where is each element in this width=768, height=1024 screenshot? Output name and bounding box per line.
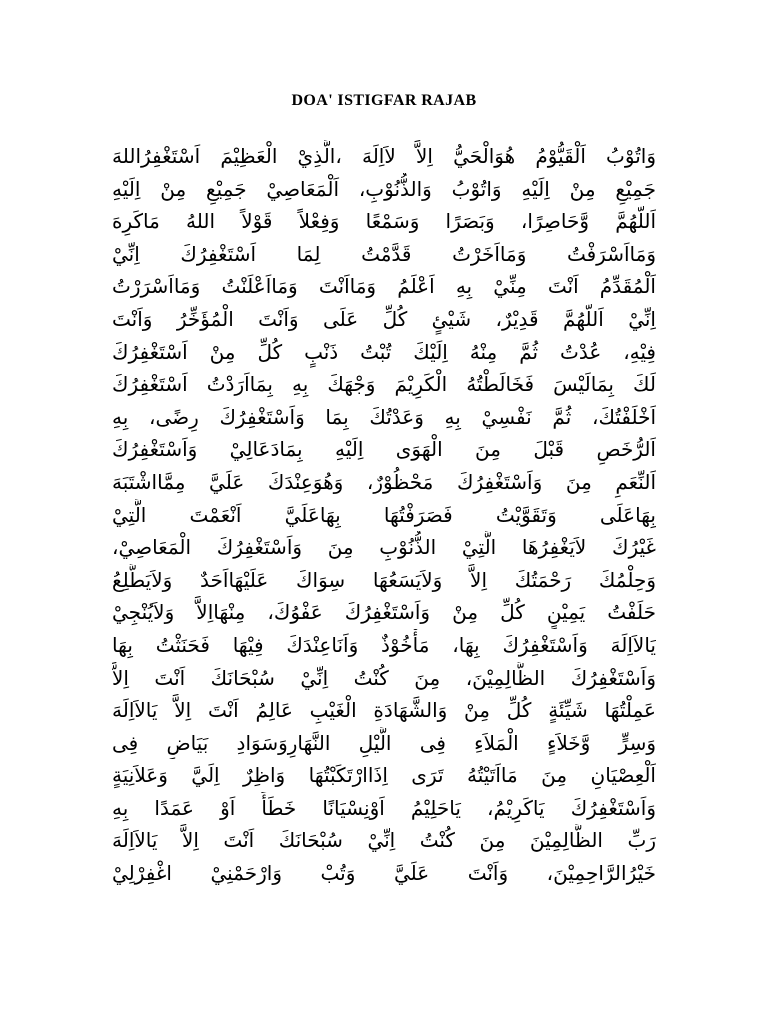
text-line: اَللّهُمَّ وَّحَاصِرًا، وَبَصَرًا وَسَمْعًا وَفِعْلاً قَوْلاً اللهُ مَاكَرِهَ xyxy=(112,209,656,234)
text-line: وَاَسْتَغْفِرُكَ الظَّالِمِيْنَ، مِنَ كُنْتُ اِنِّيْ سُبْحَانَكَ اَنْتَ اِلاَّ xyxy=(112,665,656,690)
text-line: اَلنِّعَمِ مِنَ وَاَسْتَغْفِرُكَ مَحْظُوْرٌ، وَهُوَعِنْدَكَ عَلَيَّ مِمَّااشْتَبَهَ xyxy=(112,469,656,494)
text-line: وَمَااَسْرَفْتُ وَمَااَخَرْتُ قَدَّمْتُ لِمَا اَسْتَغْفِرُكَ اِنِّيْ xyxy=(112,241,656,266)
text-line: لَكَ بِمَالَيْسَ فَخَالَطْتُهُ الْكَرِيْمَ وَجْهَكَ بِهِ بِمَااَرَدْتُ اَسْتَغْفِرُكَ xyxy=(112,372,656,397)
text-line: حَلَفْتُ يَمِيْنٍ كُلِّ مِنْ وَاَسْتَغْفِرُكَ عَفْوُكَ، مِنْهَااِلاَّ وَلاَيُنْجِيْ xyxy=(112,600,656,625)
text-line: وَسِرٍّ وَّخَلاَءٍ الْمَلاَءِ فِى الَّيْلِ النَّهَارِوَسَوَادِ بَيَاضِ فِى xyxy=(112,730,656,755)
text-line: يَالاَاِلَهَ وَاَسْتَغْفِرُكَ بِهَا، مَأْخُوْذٌ وَاَنَاعِنْدَكَ فِيْهَا فَحَنَثْتُ بِهَا xyxy=(112,632,656,657)
text-line: اَلرُّخَصِ قَبْلَ مِنَ الْهَوَى اِلَيْهِ بِمَادَعَالِيْ وَاَسْتَغْفِرُكَ xyxy=(112,437,656,462)
document-title: DOA' ISTIGFAR RAJAB xyxy=(291,92,477,109)
text-line: بِهَاعَلَى وَتَقَوَّيْتُ فَصَرَفْتُهَا بِهَاعَلَيَّ اَنْعَمْتَ الَّتِيْ xyxy=(112,502,656,527)
text-line: اَلْعِصْيَانِ مِنَ مَااَتَيْتُهُ تَرَى اِذَاارْتَكَبْتُهَا وَاظِرٌ اِلَيَّ وَعَلاَنِيَةٍ xyxy=(112,763,656,788)
text-line: اَخْلَفْتُكَ، ثُمَّ نَفْسِيْ بِهِ وَعَدْتُكَ بِمَا وَاَسْتَغْفِرُكَ رِضًى، بِهِ xyxy=(112,404,656,429)
text-line: جَمِيْعِ مِنْ اِلَيْهِ وَاتُوْبُ وَالذُّنُوْبِ، اَلْمَعَاصِيْ جَمِيْعِ مِنْ اِلَيْهِ xyxy=(112,176,656,201)
text-line: خَيْرُالرَّاحِمِيْنَ، وَاَنْتَ عَلَيَّ وَتُبْ وَارْحَمْنِيْ اغْفِرْلِيْ xyxy=(112,861,656,886)
text-line: رَبِّ الظَّالِمِيْنَ مِنَ كُنْتُ اِنِّيْ سُبْحَانَكَ اَنْتَ اِلاَّ يَالاَاِلَهَ xyxy=(112,828,656,853)
text-line: وَاَسْتَغْفِرُكَ يَاكَرِيْمُ، يَاحَلِيْمُ اَوْنِسْيَانًا خَطَأً اَوْ عَمَدًا بِهِ xyxy=(112,795,656,820)
text-line: اَلْمُقَدِّمُ اَنْتَ مِنِّيْ بِهِ اَعْلَمُ وَمَااَنْتَ وَمَااَعْلَنْتُ وَمَااَسْرَرْتُ xyxy=(112,274,656,299)
text-line: وَاتُوْبُ اَلْقَيُّوْمُ هُوَالْحَيُّ اِلاَّ لاَاِلَهَ ،الَّذِيْ الْعَظِيْمَ اَسْتَغْفِرُاللهَ xyxy=(112,144,656,168)
text-line: وَحِلْمُكَ رَحْمَتُكَ اِلاَّ وَلاَيَسَعُهَا سِوَاكَ عَلَيْهَااَحَدٌ وَلاَيَطَّلِعُ xyxy=(112,567,656,592)
prayer-text xyxy=(112,140,656,940)
text-line: غَيْرُكَ لاَيَغْفِرُهَا الَّتِيْ الذُّنُوْبِ مِنَ وَاَسْتَغْفِرُكَ الْمَعَاصِيْ، xyxy=(112,535,656,560)
text-line: عَمِلْتُهَا شَيِّئَةٍ كُلِّ مِنْ وَالشَّهَادَةِ الْغَيْبِ عَالِمُ اَنْتَ اِلاَّ يَالاَاِلَهَ xyxy=(112,698,656,723)
text-line: فِيْهِ، عُدْتُ ثُمَّ مِنْهُ اِلَيْكَ تُبْتُ ذَنْبٍ كُلِّ مِنْ اَسْتَغْفِرُكَ xyxy=(112,339,656,364)
text-line: اِنِّيْ اَللّهُمَّ قَدِيْرٌ، شَيْئٍ كُلِّ عَلَى وَاَنْتَ الْمُؤَخِّرُ وَاَنْتَ xyxy=(112,306,656,331)
